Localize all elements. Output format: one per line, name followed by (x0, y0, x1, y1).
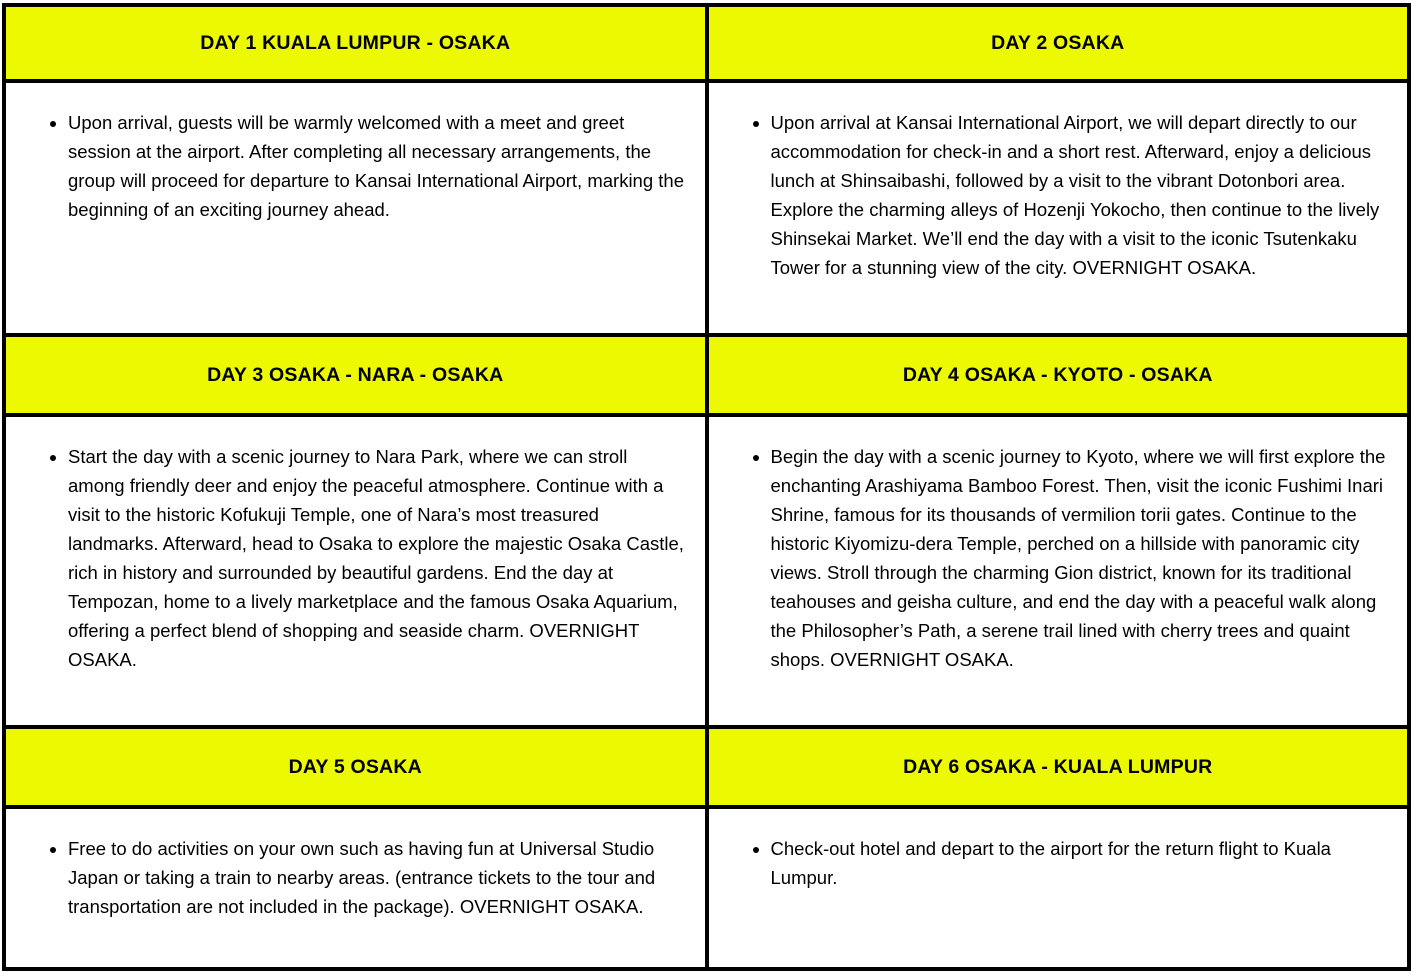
day-5-bullet-list (30, 834, 687, 921)
itinerary-table (2, 3, 1411, 971)
day-1-bullet-list (30, 108, 687, 224)
day-5-content (6, 809, 705, 967)
day-2-header (709, 7, 1408, 79)
day-3-bullet-list (30, 442, 687, 674)
day-6-content (709, 809, 1408, 967)
day-1-header (6, 7, 705, 79)
day-3-header (6, 337, 705, 413)
day-4-header (709, 337, 1408, 413)
day-4-bullet: • Begin the day with a scenic journey to Kyoto, where we will first explore the enchanting Arashiyama Bamboo Forest. Then, visit the iconic Fushimi Inari Shrine, famous for its thousands of vermilion torii gates. Continue to the historic Kiyomizu-dera Temple, perched on a hillside with panoramic city views. Stroll through the charming Gion district, known for its traditional teahouses and geisha culture, and end the day with a peaceful walk along the Philosopher’s Path, a serene trail lined with cherry trees and quaint shops. OVERNIGHT OSAKA. (771, 442, 1390, 674)
day-4-title: DAY 4 OSAKA - KYOTO - OSAKA (902, 363, 1213, 386)
day-2-bullet: • Upon arrival at Kansai International Airport, we will depart directly to our accommodation for check-in and a short rest. Afterward, enjoy a delicious lunch at Shinsaibashi, followed by a visit to the vibrant Dotonbori area. Explore the charming alleys of Hozenji Yokocho, then continue to the lively Shinsekai Market. We’ll end the day with a visit to the iconic Tsutenkaku Tower for a stunning view of the city. OVERNIGHT OSAKA. (771, 108, 1390, 282)
day-6-bullet-list (733, 834, 1390, 892)
day-3-content (6, 417, 705, 725)
day-6-title: DAY 6 OSAKA - KUALA LUMPUR (903, 755, 1213, 778)
day-6-bullet: • Check-out hotel and depart to the airport for the return flight to Kuala Lumpur. (771, 834, 1390, 892)
day-4-bullet-list (733, 442, 1390, 674)
day-5-header (6, 729, 705, 805)
day-2-content (709, 83, 1408, 333)
day-2-bullet-list (733, 108, 1390, 282)
day-1-title: DAY 1 KUALA LUMPUR - OSAKA (200, 31, 511, 54)
day-6-header (709, 729, 1408, 805)
day-4-content (709, 417, 1408, 725)
day-1-bullet: • Upon arrival, guests will be warmly welcomed with a meet and greet session at the airport. After completing all necessary arrangements, the group will proceed for departure to Kansai International Airport, marking the beginning of an exciting journey ahead. (68, 108, 687, 224)
day-5-title: DAY 5 OSAKA (288, 755, 422, 778)
day-5-bullet: • Free to do activities on your own such as having fun at Universal Studio Japan or taking a train to nearby areas. (entrance tickets to the tour and transportation are not included in the package). OVERNIGHT OSAKA. (68, 834, 687, 921)
day-1-content (6, 83, 705, 333)
day-3-title: DAY 3 OSAKA - NARA - OSAKA (207, 363, 504, 386)
day-3-bullet: • Start the day with a scenic journey to Nara Park, where we can stroll among friendly deer and enjoy the peaceful atmosphere. Continue with a visit to the historic Kofukuji Temple, one of Nara’s most treasured landmarks. Afterward, head to Osaka to explore the majestic Osaka Castle, rich in history and surrounded by beautiful gardens. End the day at Tempozan, home to a lively marketplace and the famous Osaka Aquarium, offering a perfect blend of shopping and seaside charm. OVERNIGHT OSAKA. (68, 442, 687, 674)
day-2-title: DAY 2 OSAKA (991, 31, 1125, 54)
